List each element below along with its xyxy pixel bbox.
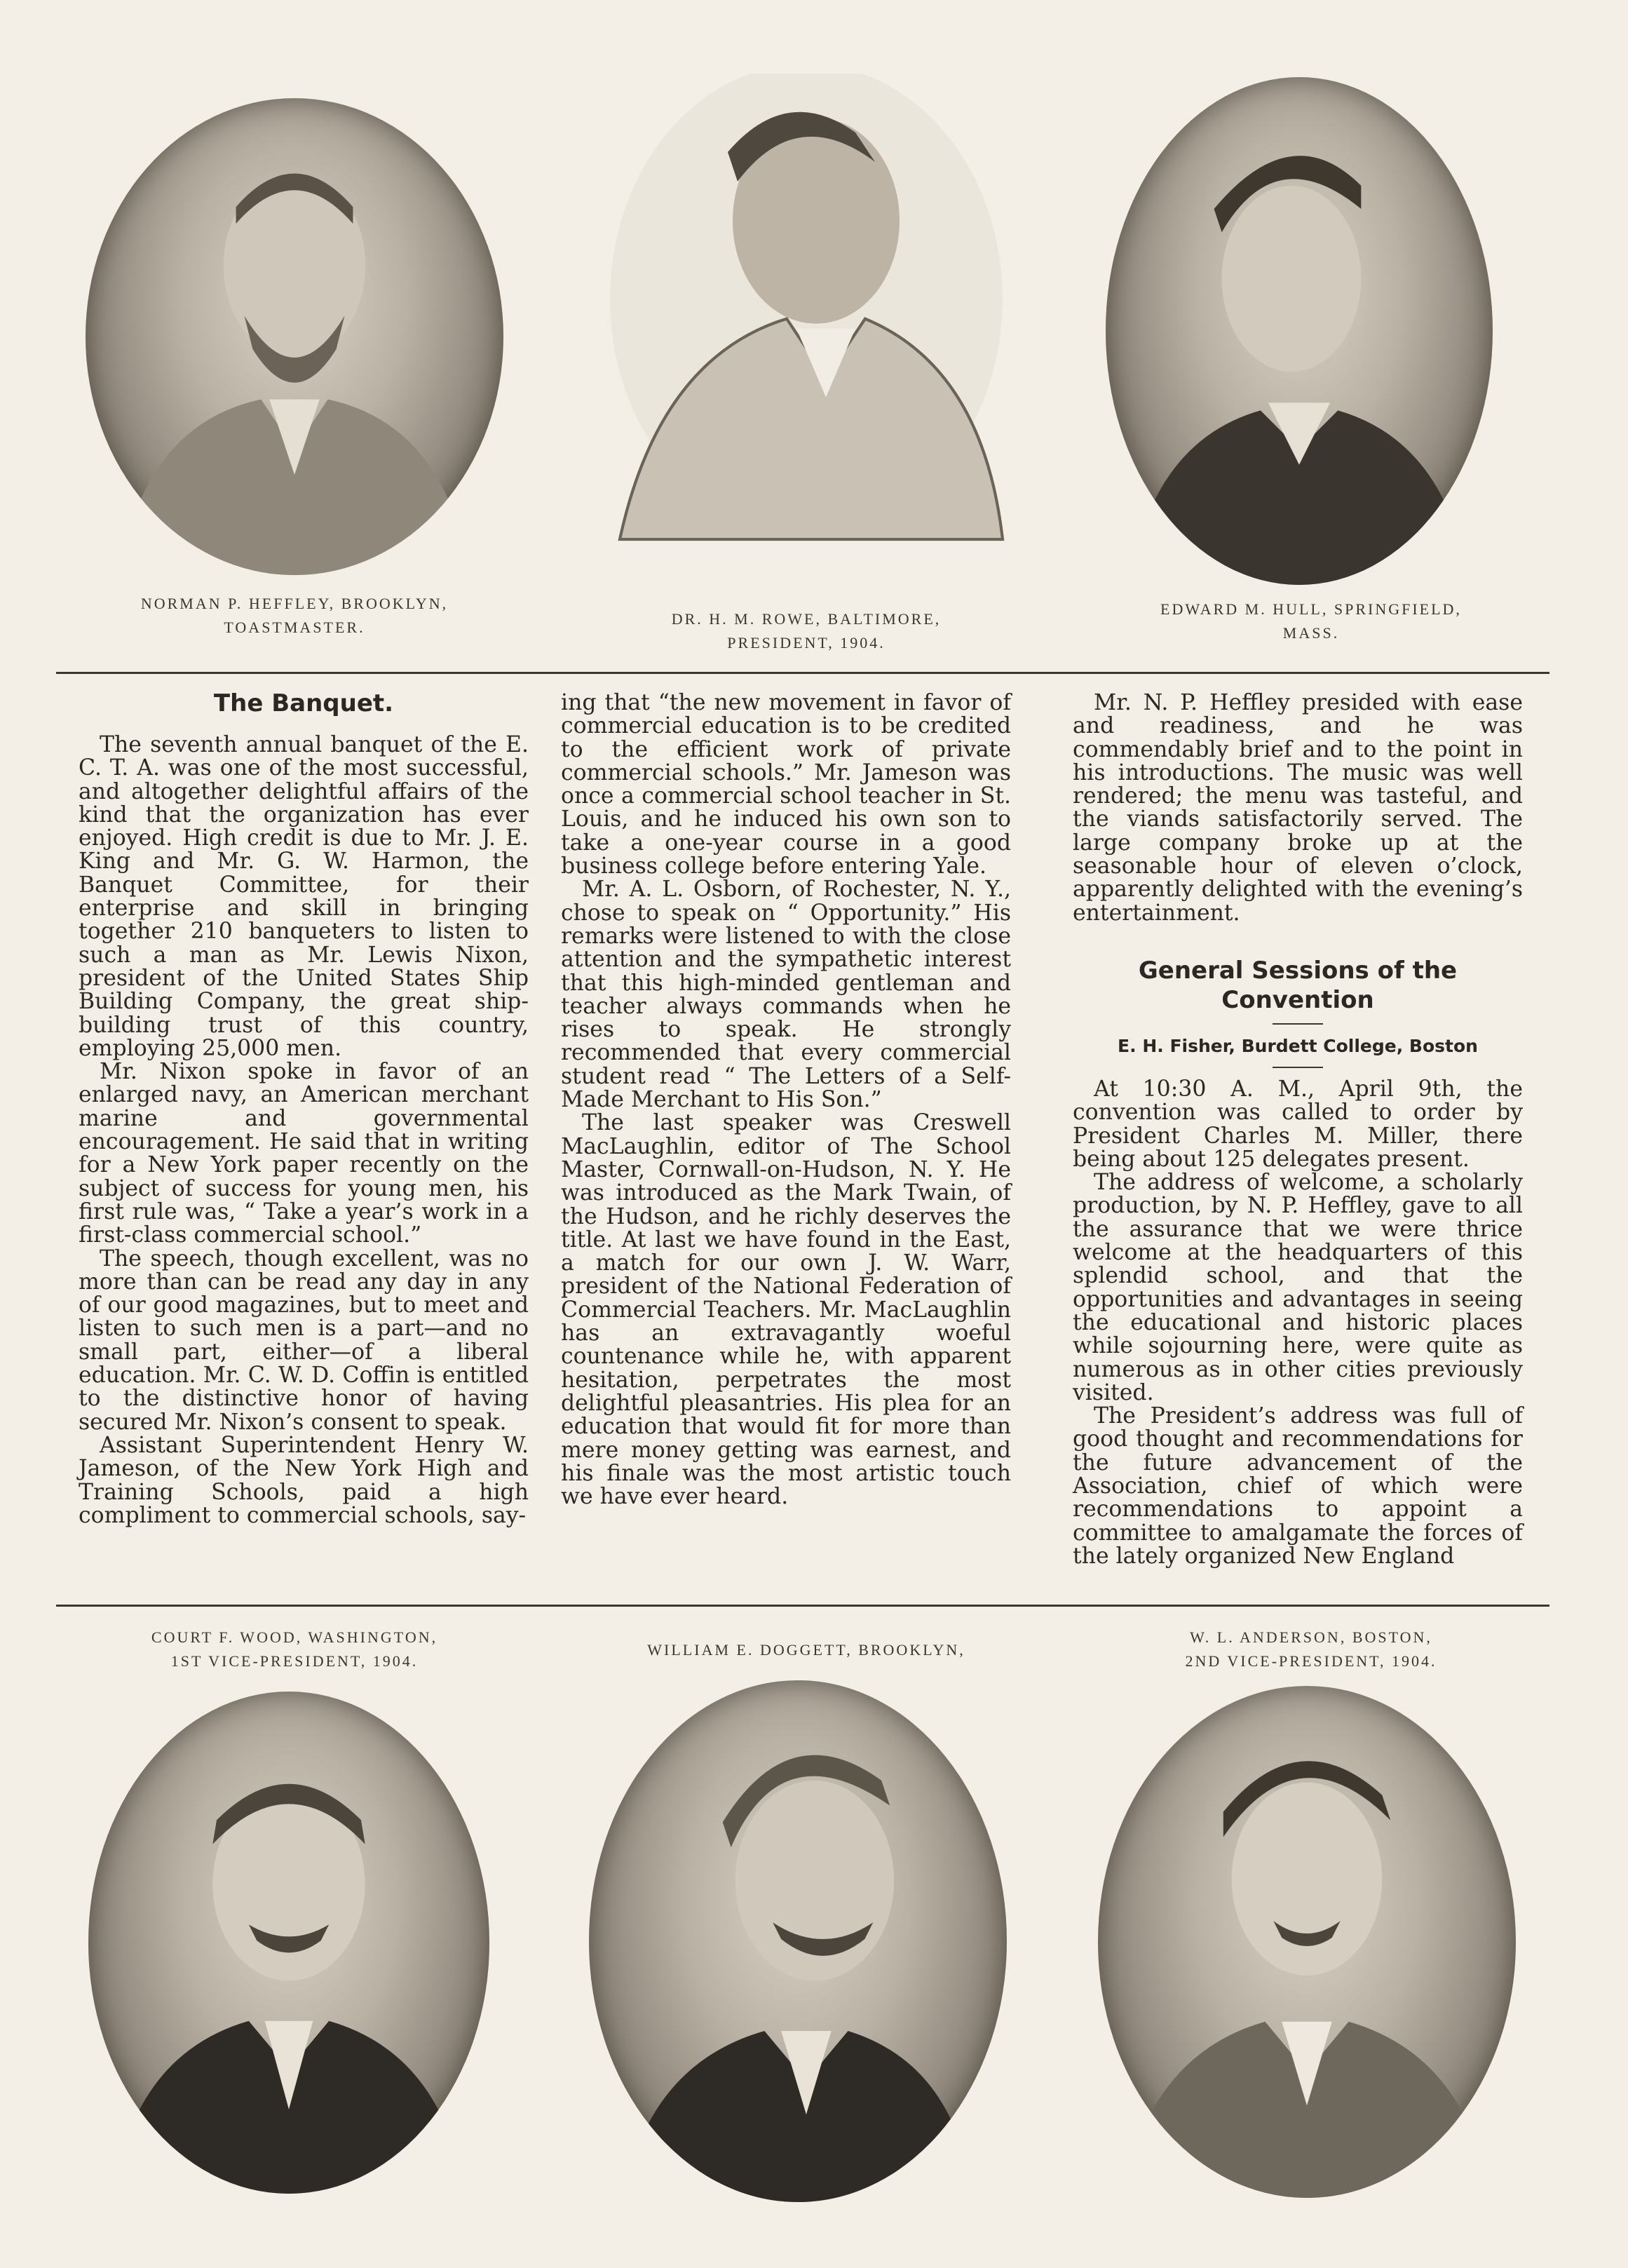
caption-edward-hull (1094, 598, 1528, 645)
portrait-h-m-rowe (561, 74, 1052, 579)
caption-line: MASS. (1282, 624, 1340, 642)
column-2 (561, 691, 1011, 1508)
caption-court-wood (77, 1626, 512, 1673)
paragraph: Mr. Nixon spoke in favor of an enlarged navy, an American merchant marine and governmental encouragement. He said that in writing for a New York paper recently on the subject of success for young men, his first rule was, “ Take a year’s work in a first-class commercial school.” (79, 1059, 529, 1248)
portrait-court-wood (88, 1692, 489, 2194)
paragraph: The speech, though excellent, was no more than can be read any day in any of our good magazines, but to meet and listen to such men is a part—and no small part, either—of a liberal education. Mr. C. W. D. Coffin is entitled to the distinctive honor of having secured Mr. Nixon’s consent to speak. (79, 1246, 529, 1435)
portrait-w-l-anderson (1098, 1686, 1516, 2198)
caption-line: WILLIAM E. DOGGETT, BROOKLYN, (647, 1641, 965, 1659)
bottom-rule (56, 1605, 1549, 1607)
byline: E. H. Fisher, Burdett College, Boston (1118, 1035, 1478, 1056)
caption-line: W. L. ANDERSON, BOSTON, (1190, 1628, 1432, 1646)
caption-norman-heffley (77, 592, 512, 640)
caption-line: 1ST VICE-PRESIDENT, 1904. (170, 1652, 419, 1670)
heading-general-sessions: General Sessions of the Convention (1138, 956, 1458, 1014)
caption-line: TOASTMASTER. (224, 619, 365, 636)
portrait-william-doggett (589, 1680, 1007, 2202)
paragraph: At 10:30 A. M., April 9th, the convention was called to order by President Charles M. Miller, there being about 125 delegates present. (1073, 1076, 1523, 1172)
caption-h-m-rowe (589, 607, 1024, 655)
caption-line: EDWARD M. HULL, SPRINGFIELD, (1160, 600, 1462, 618)
paragraph: The last speaker was Creswell MacLaughlin, editor of The School Master, Cornwall-on-Hudson, N. Y. He was introduced as the Mark Twain, of the Hudson, and he richly deserves the title. At last we have found in the East, a match for our own J. W. Warr, president of the National Federation of Commercial Teachers. Mr. MacLaughlin has an extravagantly woeful countenance while he, with apparent hesitation, perpetrates the most delightful pleasantries. His plea for an education that would fit for more than mere money getting was earnest, and his finale was the most artistic touch we have ever heard. (561, 1110, 1011, 1510)
portrait-norman-heffley (86, 98, 503, 575)
caption-line: PRESIDENT, 1904. (727, 634, 886, 652)
divider (1273, 1067, 1323, 1068)
column-3 (1073, 691, 1523, 1568)
caption-line: DR. H. M. ROWE, BALTIMORE, (671, 610, 942, 628)
paragraph: Assistant Superintendent Henry W. Jameson, of the New York High and Training Schools, paid a high compliment to commercial schools, say- (79, 1432, 529, 1528)
paragraph: ing that “the new movement in favor of commercial education is to be credited to the efficient work of private commercial schools.” Mr. Jameson was once a commercial school teacher in St. Louis, and he induced his own son to take a one-year course in a good business college before entering Yale. (561, 690, 1011, 879)
paragraph: Mr. A. L. Osborn, of Rochester, N. Y., chose to speak on “ Opportunity.” His remarks were listened to with the close attention and the sympathetic interest that this high-minded gentleman and teacher always commands when he rises to speak. He strongly recommended that every commercial student read “ The Letters of a Self-Made Merchant to His Son.” (561, 877, 1011, 1113)
portrait-edward-hull (1106, 77, 1493, 585)
caption-line: NORMAN P. HEFFLEY, BROOKLYN, (140, 595, 449, 612)
column-1 (79, 689, 529, 1527)
caption-w-l-anderson (1094, 1626, 1528, 1673)
divider (1273, 1023, 1323, 1025)
top-rule (56, 672, 1549, 674)
heading-the-banquet: The Banquet. (213, 689, 394, 717)
caption-william-doggett (589, 1638, 1024, 1662)
caption-line: COURT F. WOOD, WASHINGTON, (151, 1628, 438, 1646)
paragraph: The President’s address was full of good thought and recommendations for the future advancement of the Association, chief of which were recommendations to appoint a committee to amalgamate the forces of the lately organized New England (1073, 1403, 1523, 1569)
paragraph: The seventh annual banquet of the E. C. T. A. was one of the most successful, and altogether delightful affairs of the kind that the organization has ever enjoyed. High credit is due to Mr. J. E. King and Mr. G. W. Harmon, the Banquet Committee, for their enterprise and skill in bringing together 210 banqueters to listen to such a man as Mr. Lewis Nixon, president of the United States Ship Building Company, the great ship-building trust of this country, employing 25,000 men. (79, 732, 529, 1061)
paragraph: Mr. N. P. Heffley presided with ease and readiness, and he was commendably brief and to the point in his introductions. The music was well rendered; the menu was tasteful, and the viands satisfactorily served. The large company broke up at the seasonable hour of eleven o’clock, apparently delighted with the evening’s entertainment. (1073, 690, 1523, 926)
caption-line: 2ND VICE-PRESIDENT, 1904. (1185, 1652, 1437, 1670)
paragraph: The address of welcome, a scholarly production, by N. P. Heffley, gave to all the assurance that we were thrice welcome at the headquarters of this splendid school, and that the opportunities and advantages in seeing the educational and historic places while sojourning here, were quite as numerous as in other cities previously visited. (1073, 1170, 1523, 1405)
